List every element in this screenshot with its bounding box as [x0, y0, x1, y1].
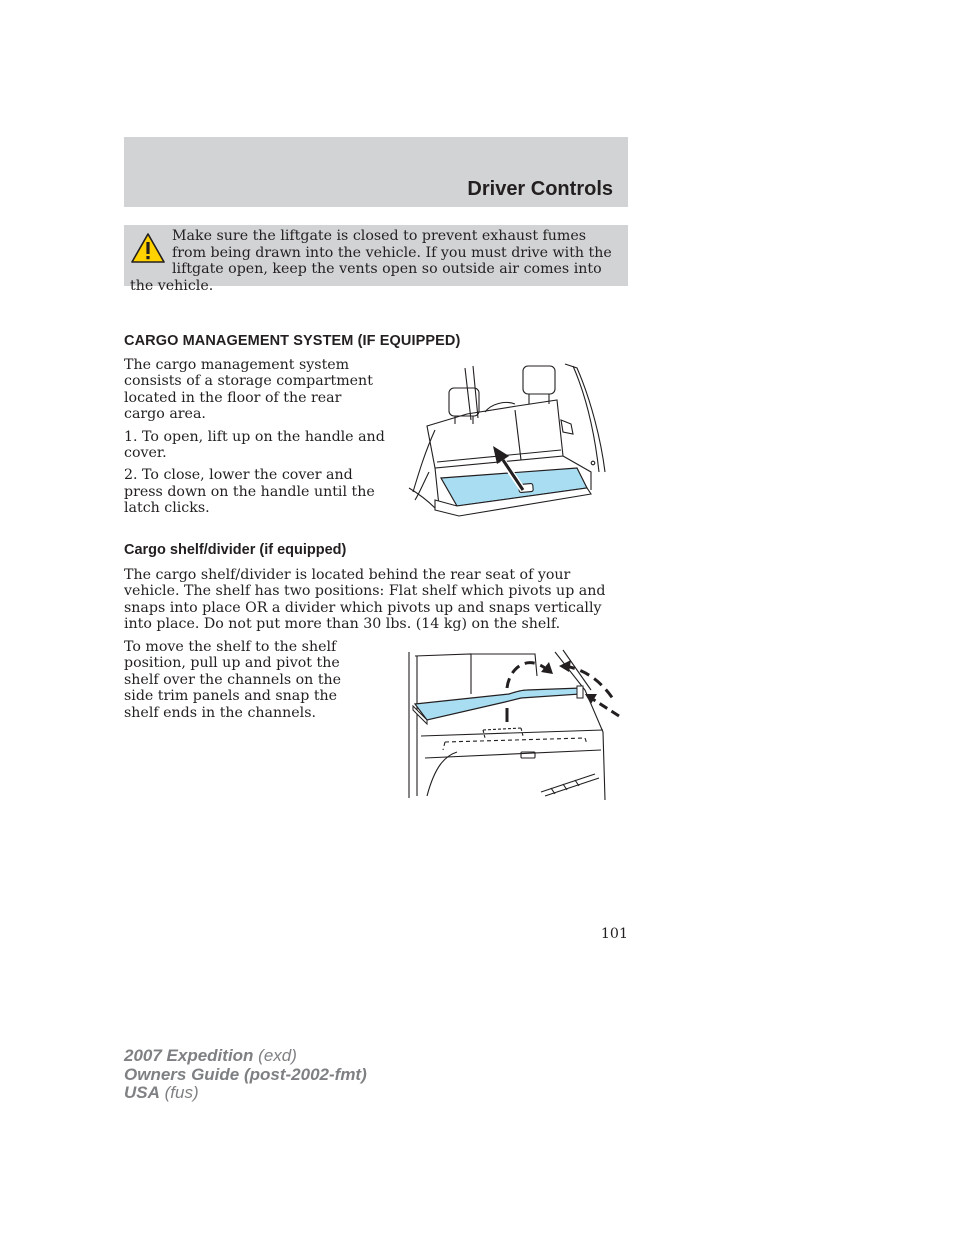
cargo-management-heading: CARGO MANAGEMENT SYSTEM (IF EQUIPPED)	[124, 333, 461, 349]
cargo-shelf-illustration	[405, 646, 625, 801]
cargo-management-intro: The cargo management system consists of a storage compartment located in the floor of the rear cargo area.	[124, 357, 373, 423]
warning-box	[124, 225, 628, 294]
footer-line2: Owners Guide (post-2002-fmt)	[124, 1064, 367, 1084]
cargo-shelf-heading: Cargo shelf/divider (if equipped)	[124, 542, 347, 558]
cargo-management-step2: 2. To close, lower the cover and press down on the handle until the latch clicks.	[124, 467, 375, 517]
warning-triangle-icon	[130, 232, 166, 264]
page-title: Driver Controls	[467, 178, 613, 200]
warning-text: Make sure the liftgate is closed to prevent exhaust fumes from being drawn into the vehicle. If you must drive with the liftgate open, keep the vents open so outside air comes into the vehicle.	[130, 228, 612, 294]
footer	[124, 1047, 367, 1103]
footer-line3: USA (fus)	[124, 1083, 199, 1102]
cargo-compartment-illustration	[405, 360, 620, 525]
cargo-shelf-para1: The cargo shelf/divider is located behind the rear seat of your vehicle. The shelf has two positions: Flat shelf which pivots up and snaps into place OR a divider which pivots up and snaps vertically into place. Do not put more than 30 lbs. (14 kg) on the shelf.	[124, 567, 606, 633]
cargo-management-step1: 1. To open, lift up on the handle and cover.	[124, 428, 385, 462]
footer-line1: 2007 Expedition (exd)	[124, 1046, 297, 1065]
page-number: 101	[600, 926, 628, 942]
header-band	[124, 137, 628, 207]
cargo-management-text	[124, 357, 386, 523]
cargo-shelf-para2: To move the shelf to the shelf position, pull up and pivot the shelf over the channels on the side trim panels and snap the shelf ends in the channels.	[124, 639, 342, 721]
cargo-shelf-text	[124, 639, 374, 727]
